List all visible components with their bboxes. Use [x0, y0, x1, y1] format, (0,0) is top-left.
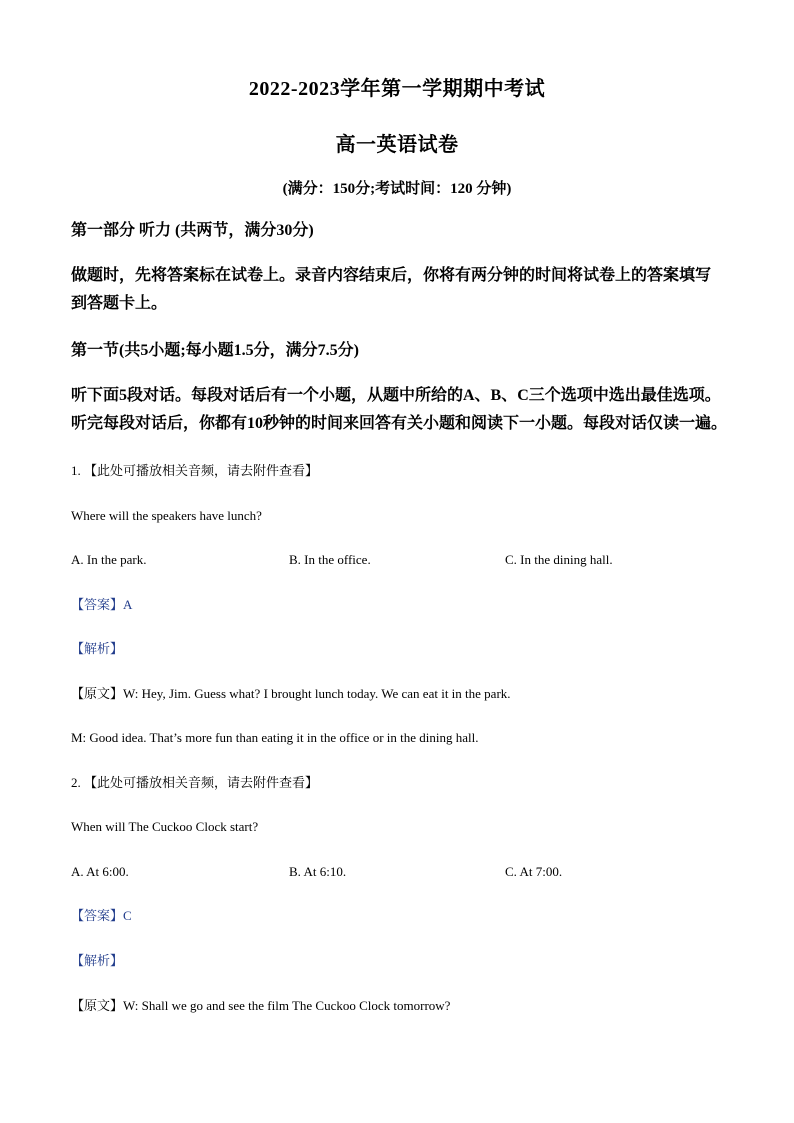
section1-instruction-line1: 听下面5段对话。每段对话后有一个小题，从题中所给的A、B、C三个选项中选出最佳选项。 — [71, 387, 721, 404]
section1-instruction-line2: 听完每段对话后，你都有10秒钟的时间来回答有关小题和阅读下一小题。每段对话仅读一遍。 — [71, 415, 728, 432]
part1-instruction-line2: 到答题卡上。 — [71, 295, 168, 312]
exam-subtitle: 高一英语试卷 — [335, 134, 459, 156]
q1-analysis: 【解析】 — [71, 641, 124, 656]
q2-question: When will The Cuckoo Clock start? — [71, 819, 259, 834]
q2-option-a: A. At 6:00. — [71, 864, 129, 879]
q1-answer: 【答案】A — [71, 597, 133, 612]
section1-heading: 第一节(共5小题;每小题1.5分，满分7.5分) — [71, 342, 359, 359]
q1-option-c: C. In the dining hall. — [505, 552, 613, 567]
q2-audio-note: 2. 【此处可播放相关音频，请去附件查看】 — [71, 775, 319, 790]
q1-question: Where will the speakers have lunch? — [71, 508, 262, 523]
q1-audio-note: 1. 【此处可播放相关音频，请去附件查看】 — [71, 463, 319, 478]
q2-option-c: C. At 7:00. — [505, 864, 563, 879]
q2-option-b: B. At 6:10. — [289, 864, 347, 879]
q1-option-a: A. In the park. — [71, 552, 147, 567]
q2-analysis: 【解析】 — [71, 953, 124, 968]
score-info: (满分：150分;考试时间：120 分钟) — [282, 181, 512, 197]
q2-original-line1: 【原文】W: Shall we go and see the film The Cuckoo Clock tomorrow? — [71, 998, 451, 1013]
part1-heading: 第一部分 听力 (共两节，满分30分) — [71, 222, 314, 239]
section1-instruction — [71, 382, 731, 438]
part1-instruction-line1: 做题时，先将答案标在试卷上。录音内容结束后，你将有两分钟的时间将试卷上的答案填写 — [71, 267, 712, 284]
q2-answer: 【答案】C — [71, 908, 132, 923]
q1-original-line2: M: Good idea. That’s more fun than eating it in the office or in the dining hall. — [71, 730, 479, 745]
q1-option-b: B. In the office. — [289, 552, 371, 567]
q1-original-line1: 【原文】W: Hey, Jim. Guess what? I brought lunch today. We can eat it in the park. — [71, 686, 511, 701]
part1-instruction — [71, 262, 731, 318]
exam-title: 2022-2023学年第一学期期中考试 — [248, 78, 546, 100]
